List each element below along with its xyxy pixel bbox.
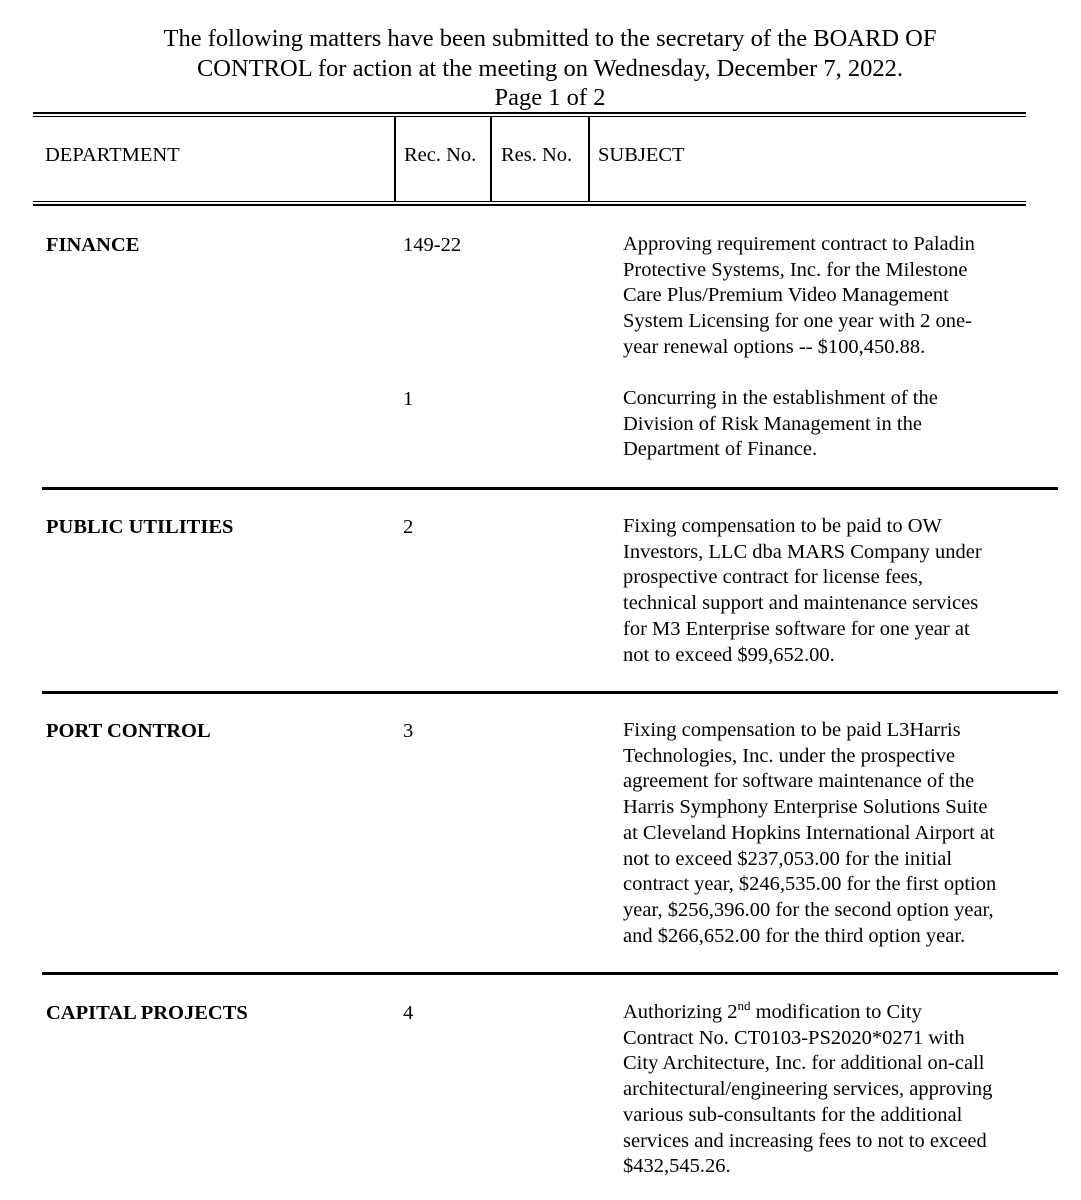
subject-line: at Cleveland Hopkins International Airport at (623, 821, 995, 844)
subject-line: Protective Systems, Inc. for the Milestone (623, 258, 968, 281)
subject-text (623, 718, 1063, 949)
subject-line: Fixing compensation to be paid to OW (623, 515, 942, 537)
subject-line: Contract No. CT0103-PS2020*0271 with (623, 1026, 965, 1049)
header-line-2: CONTROL for action at the meeting on Wednesday, December 7, 2022. (196, 54, 904, 82)
column-header-rec-no: Rec. No. (404, 144, 477, 166)
rec-no: 1 (403, 388, 414, 410)
department-public-utilities: PUBLIC UTILITIES (46, 516, 234, 538)
subject-line: Concurring in the establishment of the (623, 387, 938, 409)
subject-line: for M3 Enterprise software for one year at (623, 617, 970, 640)
subject-line: year renewal options -- $100,450.88. (623, 335, 926, 358)
page-number: Page 1 of 2 (494, 84, 606, 111)
subject-line: prospective contract for license fees, (623, 566, 923, 589)
subject-line: Technologies, Inc. under the prospective (623, 744, 956, 767)
rec-no: 3 (403, 720, 414, 742)
department-capital-projects: CAPITAL PROJECTS (46, 1002, 248, 1024)
subject-line: Investors, LLC dba MARS Company under (623, 540, 982, 563)
subject-line: Approving requirement contract to Paladin (623, 233, 975, 255)
subject-line: services and increasing fees to not to exceed (623, 1129, 987, 1152)
table-top-rule-2 (33, 116, 1026, 117)
subject-line (623, 1000, 1063, 1026)
rec-no: 2 (403, 516, 414, 538)
subject-line: year, $256,396.00 for the second option year, (623, 898, 994, 921)
subject-text (623, 514, 1063, 668)
department-port-control: PORT CONTROL (46, 720, 211, 742)
subject-line: Fixing compensation to be paid L3Harris (623, 719, 961, 741)
column-header-subject: SUBJECT (598, 144, 685, 166)
subject-text (623, 1000, 1063, 1180)
subject-line: Care Plus/Premium Video Management (623, 284, 949, 307)
table-header-rule-1 (33, 201, 1026, 202)
subject-line: various sub-consultants for the additional (623, 1103, 963, 1126)
document-header (0, 24, 1081, 113)
subject-line: not to exceed $237,053.00 for the initial (623, 847, 953, 870)
column-divider (588, 116, 590, 202)
subject-line: $432,545.26. (623, 1155, 731, 1178)
subject-line: not to exceed $99,652.00. (623, 643, 835, 666)
ordinal-suffix: nd (737, 998, 751, 1013)
department-finance: FINANCE (46, 234, 140, 256)
subject-line: City Architecture, Inc. for additional on-call (623, 1052, 985, 1075)
subject-line: Harris Symphony Enterprise Solutions Suite (623, 796, 988, 819)
subject-line: Department of Finance. (623, 438, 818, 461)
subject-line: and $266,652.00 for the third option year. (623, 924, 966, 947)
subject-line: Division of Risk Management in the (623, 412, 922, 435)
rec-no: 4 (403, 1002, 414, 1024)
section-divider (42, 487, 1058, 490)
column-divider (490, 116, 492, 202)
subject-text (623, 232, 1063, 361)
table-top-rule-1 (33, 112, 1026, 114)
subject-line: contract year, $246,535.00 for the first option (623, 873, 997, 896)
header-line-1: The following matters have been submitted to the secretary of the BOARD OF (163, 25, 937, 52)
subject-line: technical support and maintenance services (623, 592, 979, 615)
subject-line: System Licensing for one year with 2 one- (623, 310, 972, 333)
subject-line-start: Authorizing 2 (623, 1001, 738, 1023)
subject-line: agreement for software maintenance of the (623, 770, 975, 793)
section-divider (42, 691, 1058, 694)
table-header-rule-2 (33, 204, 1026, 206)
section-divider (42, 972, 1058, 975)
subject-line: architectural/engineering services, approving (623, 1078, 993, 1101)
subject-text (623, 386, 1063, 463)
column-header-res-no: Res. No. (501, 144, 573, 166)
column-header-department: DEPARTMENT (45, 144, 180, 166)
rec-no: 149-22 (403, 234, 462, 256)
subject-line-end: modification to City (750, 1001, 922, 1023)
column-divider (394, 116, 396, 202)
